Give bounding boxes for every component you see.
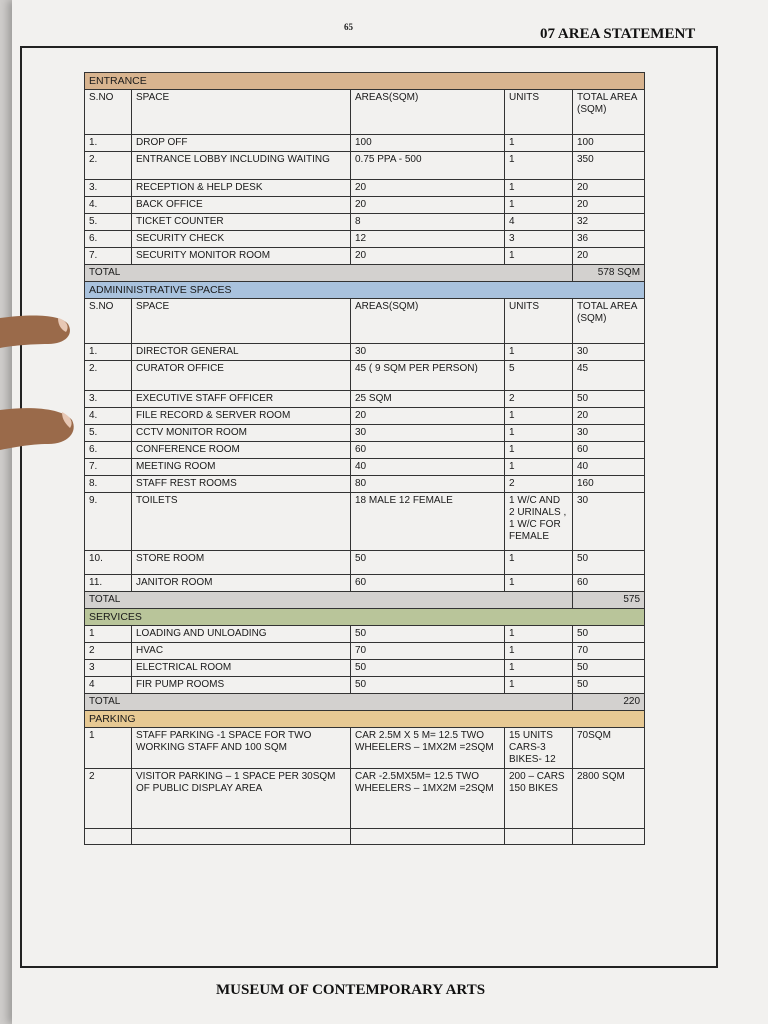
units-cell: 1 xyxy=(505,197,573,214)
units-cell: 1 xyxy=(505,626,573,643)
table-row xyxy=(85,152,645,180)
area-cell: 70 xyxy=(351,643,505,660)
total-cell: 20 xyxy=(573,248,645,265)
total-cell: 30 xyxy=(573,344,645,361)
empty-cell xyxy=(505,829,573,845)
area-cell: 20 xyxy=(351,197,505,214)
sno-cell: 6. xyxy=(85,442,132,459)
header-row xyxy=(85,299,645,344)
sno-cell: 5. xyxy=(85,214,132,231)
space-cell: JANITOR ROOM xyxy=(132,575,351,592)
units-header: UNITS xyxy=(505,90,573,135)
table-row xyxy=(85,391,645,408)
units-cell: 1 xyxy=(505,425,573,442)
units-cell: 1 W/C AND 2 URINALS , 1 W/C FOR FEMALE xyxy=(505,493,573,551)
space-header: SPACE xyxy=(132,299,351,344)
sno-header: S.NO xyxy=(85,90,132,135)
space-cell: HVAC xyxy=(132,643,351,660)
area-cell: 18 MALE 12 FEMALE xyxy=(351,493,505,551)
table-row xyxy=(85,575,645,592)
units-cell: 2 xyxy=(505,391,573,408)
area-statement-table xyxy=(84,72,645,845)
total-area-header: TOTAL AREA (SQM) xyxy=(573,299,645,344)
area-cell: 8 xyxy=(351,214,505,231)
header-row xyxy=(85,90,645,135)
units-header: UNITS xyxy=(505,299,573,344)
units-cell: 1 xyxy=(505,643,573,660)
section-title: 07 AREA STATEMENT xyxy=(540,26,696,42)
space-cell: STORE ROOM xyxy=(132,551,351,575)
table-row xyxy=(85,344,645,361)
table-row xyxy=(85,214,645,231)
area-cell: 100 xyxy=(351,135,505,152)
table-row xyxy=(85,361,645,391)
units-cell: 15 UNITS CARS-3 BIKES- 12 xyxy=(505,728,573,769)
units-cell: 1 xyxy=(505,575,573,592)
total-cell: 60 xyxy=(573,442,645,459)
area-cell: 45 ( 9 SQM PER PERSON) xyxy=(351,361,505,391)
total-cell: 20 xyxy=(573,180,645,197)
areas-header: AREAS(SQM) xyxy=(351,299,505,344)
space-cell: BACK OFFICE xyxy=(132,197,351,214)
units-cell: 1 xyxy=(505,135,573,152)
area-cell: 0.75 PPA - 500 xyxy=(351,152,505,180)
empty-cell xyxy=(351,829,505,845)
units-cell: 1 xyxy=(505,344,573,361)
sno-cell: 3 xyxy=(85,660,132,677)
table-row xyxy=(85,197,645,214)
space-cell: TICKET COUNTER xyxy=(132,214,351,231)
table-row xyxy=(85,769,645,829)
sno-cell: 1 xyxy=(85,728,132,769)
space-cell: DROP OFF xyxy=(132,135,351,152)
space-cell: CCTV MONITOR ROOM xyxy=(132,425,351,442)
total-cell: 40 xyxy=(573,459,645,476)
area-cell: 20 xyxy=(351,180,505,197)
units-cell: 200 – CARS 150 BIKES xyxy=(505,769,573,829)
area-cell: 50 xyxy=(351,626,505,643)
total-cell: 70SQM xyxy=(573,728,645,769)
units-cell: 1 xyxy=(505,442,573,459)
sno-header: S.NO xyxy=(85,299,132,344)
table-row xyxy=(85,135,645,152)
total-row xyxy=(85,694,645,711)
total-cell: 32 xyxy=(573,214,645,231)
space-header: SPACE xyxy=(132,90,351,135)
sno-cell: 2 xyxy=(85,643,132,660)
space-cell: CONFERENCE ROOM xyxy=(132,442,351,459)
space-cell: ELECTRICAL ROOM xyxy=(132,660,351,677)
total-cell: 36 xyxy=(573,231,645,248)
total-cell: 20 xyxy=(573,197,645,214)
parking-section-bar-title: PARKING xyxy=(85,711,645,728)
space-cell: STAFF REST ROOMS xyxy=(132,476,351,493)
sno-cell: 2 xyxy=(85,769,132,829)
units-cell: 4 xyxy=(505,214,573,231)
total-value: 575 xyxy=(573,592,645,609)
entrance-section-bar xyxy=(85,73,645,90)
units-cell: 1 xyxy=(505,152,573,180)
total-cell: 45 xyxy=(573,361,645,391)
units-cell: 5 xyxy=(505,361,573,391)
total-cell: 50 xyxy=(573,660,645,677)
empty-cell xyxy=(132,829,351,845)
space-cell: VISITOR PARKING – 1 SPACE PER 30SQM OF PUBLIC DISPLAY AREA xyxy=(132,769,351,829)
table-row xyxy=(85,248,645,265)
total-value: 578 SQM xyxy=(573,265,645,282)
area-cell: 80 xyxy=(351,476,505,493)
total-cell: 50 xyxy=(573,677,645,694)
sno-cell: 1. xyxy=(85,135,132,152)
total-cell: 70 xyxy=(573,643,645,660)
sno-cell: 4. xyxy=(85,408,132,425)
table-row xyxy=(85,425,645,442)
empty-cell xyxy=(573,829,645,845)
hand-fingers xyxy=(0,310,80,470)
total-label: TOTAL xyxy=(85,592,573,609)
total-area-header: TOTAL AREA (SQM) xyxy=(573,90,645,135)
total-cell: 350 xyxy=(573,152,645,180)
area-cell: 60 xyxy=(351,442,505,459)
table-row xyxy=(85,476,645,493)
total-cell: 50 xyxy=(573,626,645,643)
area-cell: 20 xyxy=(351,248,505,265)
table-row xyxy=(85,493,645,551)
table-row xyxy=(85,231,645,248)
total-row xyxy=(85,592,645,609)
units-cell: 1 xyxy=(505,677,573,694)
empty-row xyxy=(85,829,645,845)
entrance-section-bar-title: ENTRANCE xyxy=(85,73,645,90)
total-cell: 30 xyxy=(573,425,645,442)
sno-cell: 2. xyxy=(85,361,132,391)
units-cell: 1 xyxy=(505,248,573,265)
services-section-bar xyxy=(85,609,645,626)
sno-cell: 1. xyxy=(85,344,132,361)
space-cell: RECEPTION & HELP DESK xyxy=(132,180,351,197)
table-row xyxy=(85,408,645,425)
sno-cell: 3. xyxy=(85,180,132,197)
areas-header: AREAS(SQM) xyxy=(351,90,505,135)
area-cell: 60 xyxy=(351,575,505,592)
area-cell: 20 xyxy=(351,408,505,425)
table-row xyxy=(85,180,645,197)
sno-cell: 6. xyxy=(85,231,132,248)
units-cell: 3 xyxy=(505,231,573,248)
space-cell: SECURITY CHECK xyxy=(132,231,351,248)
admin-section-bar-title: ADMININISTRATIVE SPACES xyxy=(85,282,645,299)
units-cell: 1 xyxy=(505,551,573,575)
sno-cell: 7. xyxy=(85,459,132,476)
sno-cell: 2. xyxy=(85,152,132,180)
total-label: TOTAL xyxy=(85,694,573,711)
admin-section-bar xyxy=(85,282,645,299)
total-row xyxy=(85,265,645,282)
space-cell: EXECUTIVE STAFF OFFICER xyxy=(132,391,351,408)
area-cell: 12 xyxy=(351,231,505,248)
sno-cell: 7. xyxy=(85,248,132,265)
area-cell: 50 xyxy=(351,660,505,677)
space-cell: DIRECTOR GENERAL xyxy=(132,344,351,361)
units-cell: 2 xyxy=(505,476,573,493)
sno-cell: 10. xyxy=(85,551,132,575)
space-cell: TOILETS xyxy=(132,493,351,551)
total-cell: 2800 SQM xyxy=(573,769,645,829)
units-cell: 1 xyxy=(505,180,573,197)
total-value: 220 xyxy=(573,694,645,711)
area-cell: CAR -2.5MX5M= 12.5 TWO WHEELERS – 1MX2M =2SQM xyxy=(351,769,505,829)
sno-cell: 9. xyxy=(85,493,132,551)
table-row xyxy=(85,442,645,459)
area-cell: 40 xyxy=(351,459,505,476)
parking-section-bar xyxy=(85,711,645,728)
total-cell: 60 xyxy=(573,575,645,592)
empty-cell xyxy=(85,829,132,845)
space-cell: FILE RECORD & SERVER ROOM xyxy=(132,408,351,425)
sno-cell: 11. xyxy=(85,575,132,592)
table-row xyxy=(85,626,645,643)
total-label: TOTAL xyxy=(85,265,573,282)
space-cell: FIR PUMP ROOMS xyxy=(132,677,351,694)
units-cell: 1 xyxy=(505,660,573,677)
sno-cell: 1 xyxy=(85,626,132,643)
space-cell: SECURITY MONITOR ROOM xyxy=(132,248,351,265)
total-cell: 20 xyxy=(573,408,645,425)
area-cell: 50 xyxy=(351,551,505,575)
space-cell: CURATOR OFFICE xyxy=(132,361,351,391)
footer-title: MUSEUM OF CONTEMPORARY ARTS xyxy=(216,982,486,998)
document-page xyxy=(12,0,768,1024)
services-section-bar-title: SERVICES xyxy=(85,609,645,626)
area-cell: CAR 2.5M X 5 M= 12.5 TWO WHEELERS – 1MX2M =2SQM xyxy=(351,728,505,769)
table-row xyxy=(85,459,645,476)
total-cell: 100 xyxy=(573,135,645,152)
space-cell: ENTRANCE LOBBY INCLUDING WAITING xyxy=(132,152,351,180)
space-cell: LOADING AND UNLOADING xyxy=(132,626,351,643)
table-row xyxy=(85,728,645,769)
table-row xyxy=(85,643,645,660)
area-cell: 25 SQM xyxy=(351,391,505,408)
sno-cell: 4. xyxy=(85,197,132,214)
area-cell: 50 xyxy=(351,677,505,694)
area-cell: 30 xyxy=(351,344,505,361)
total-cell: 30 xyxy=(573,493,645,551)
total-cell: 160 xyxy=(573,476,645,493)
units-cell: 1 xyxy=(505,408,573,425)
table-row xyxy=(85,677,645,694)
space-cell: STAFF PARKING -1 SPACE FOR TWO WORKING STAFF AND 100 SQM xyxy=(132,728,351,769)
table-row xyxy=(85,551,645,575)
page-number: 65 xyxy=(344,22,353,32)
sno-cell: 3. xyxy=(85,391,132,408)
sno-cell: 4 xyxy=(85,677,132,694)
space-cell: MEETING ROOM xyxy=(132,459,351,476)
total-cell: 50 xyxy=(573,551,645,575)
total-cell: 50 xyxy=(573,391,645,408)
sno-cell: 5. xyxy=(85,425,132,442)
sno-cell: 8. xyxy=(85,476,132,493)
table-row xyxy=(85,660,645,677)
area-cell: 30 xyxy=(351,425,505,442)
units-cell: 1 xyxy=(505,459,573,476)
